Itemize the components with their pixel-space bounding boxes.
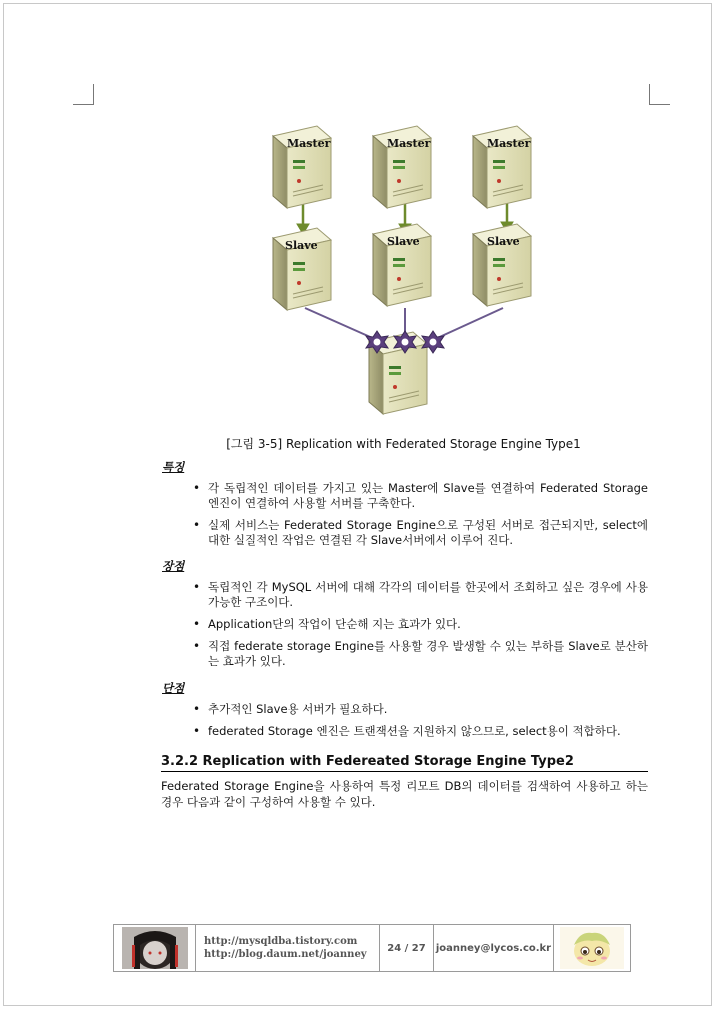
slave-label-3: Slave <box>487 235 520 248</box>
slave-server-1 <box>273 228 331 310</box>
master-server-3 <box>473 126 531 208</box>
page-number: 24 / 27 <box>380 925 434 971</box>
master-server-2 <box>373 126 431 208</box>
page-footer <box>113 924 631 972</box>
crop-mark-top-right <box>649 84 670 105</box>
features-list <box>193 481 648 555</box>
slave-label-1: Slave <box>285 239 318 252</box>
master-label-3: Master <box>487 137 531 150</box>
list-item: • federated Storage 엔진은 트랜잭션을 지원하지 않으므로, select용이 적합하다. <box>193 724 648 739</box>
section-paragraph: Federated Storage Engine을 사용하여 특정 리모트 DB의 데이터를 검색하여 사용하고 하는 경우 다음과 같이 구성하여 사용할 수 있다. <box>161 779 648 809</box>
list-item: • 실제 서비스는 Federated Storage Engine으로 구성된 서버로 접근되지만, select에 대한 실질적인 작업은 연결된 각 Slave서버에서 이루어 진다. <box>193 518 648 548</box>
author-avatar-left <box>114 925 196 971</box>
pros-heading: 장점 <box>162 559 185 573</box>
figure-caption: [그림 3-5] Replication with Federated Storage Engine Type1 <box>226 437 581 451</box>
list-item: • 독립적인 각 MySQL 서버에 대해 각각의 데이터를 한곳에서 조회하고 싶은 경우에 사용 가능한 구조이다. <box>193 580 648 610</box>
master-label-1: Master <box>287 137 331 150</box>
link-line-right <box>433 308 503 340</box>
avatar-dark-image <box>122 927 188 969</box>
cons-list <box>193 702 648 746</box>
slave-server-3 <box>473 224 531 306</box>
blog-link-daum[interactable]: http://blog.daum.net/joanney <box>204 949 367 960</box>
list-item: • 각 독립적인 데이터를 가지고 있는 Master에 Slave를 연결하여 Federated Storage 엔진이 연결하여 사용할 서버를 구축한다. <box>193 481 648 511</box>
features-heading: 특징 <box>162 460 185 474</box>
master-label-2: Master <box>387 137 431 150</box>
master-server-1 <box>273 126 331 208</box>
link-line-left <box>305 308 377 340</box>
slave-server-2 <box>373 224 431 306</box>
list-item: • 추가적인 Slave용 서버가 필요하다. <box>193 702 648 717</box>
replication-diagram <box>255 118 545 423</box>
section-title: 3.2.2 Replication with Federeated Storage Engine Type2 <box>161 754 648 772</box>
slave-label-2: Slave <box>387 235 420 248</box>
author-email[interactable]: joanney@lycos.co.kr <box>434 925 554 971</box>
avatar-cartoon-image <box>560 927 624 969</box>
blog-link-tistory[interactable]: http://mysqldba.tistory.com <box>204 936 358 947</box>
cons-heading: 단점 <box>162 681 185 695</box>
crop-mark-top-left <box>73 84 94 105</box>
author-avatar-right <box>554 925 630 971</box>
pros-list <box>193 580 648 676</box>
blog-links <box>196 925 380 971</box>
list-item: • Application단의 작업이 단순해 지는 효과가 있다. <box>193 617 648 632</box>
list-item: • 직접 federate storage Engine를 사용할 경우 발생할 수 있는 부하를 Slave로 분산하는 효과가 있다. <box>193 639 648 669</box>
